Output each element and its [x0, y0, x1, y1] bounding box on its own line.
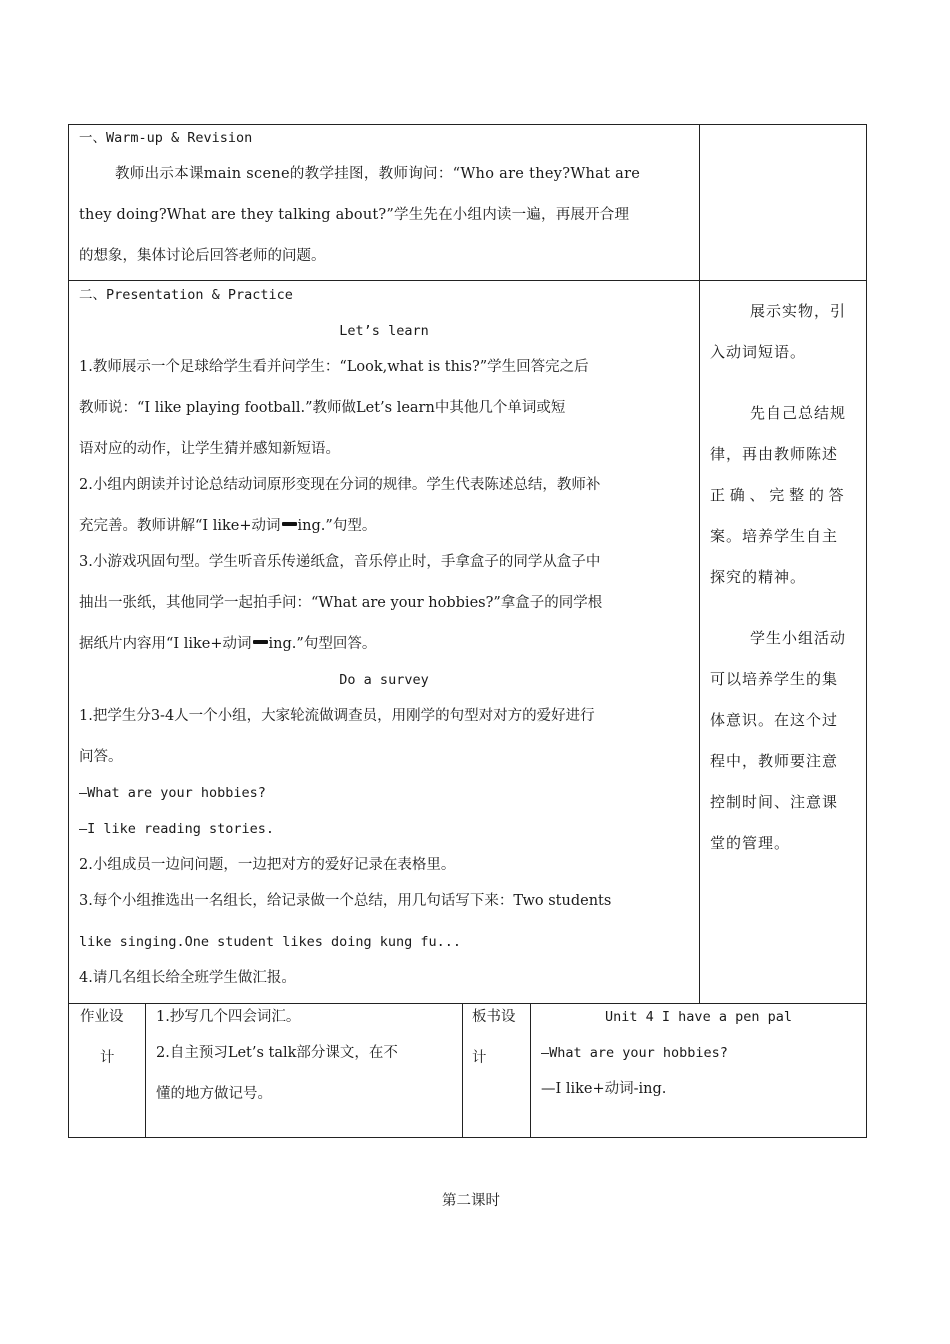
survey-line-8: 4.请几名组长给全班学生做汇报。 [79, 970, 296, 986]
lets-learn-title: Let’s learn [339, 323, 429, 339]
note-line-7: 探究的精神。 [710, 568, 807, 586]
board-line-2: —I like+动词-ing. [541, 1081, 667, 1097]
survey-line-4: —I like reading stories. [79, 821, 275, 837]
presentation-line-7: 抽出一张纸，其他同学一起拍手问：“What are your hobbies?”拿盒子的同学根 [79, 595, 603, 611]
presentation-line-5-text: 充完善。教师讲解“I like+动词 [79, 518, 281, 534]
homework-line-3: 懂的地方做记号。 [156, 1086, 272, 1102]
presentation-heading: 二、Presentation & Practice [79, 287, 293, 303]
note-line-2: 入动词短语。 [710, 343, 807, 361]
board-title: Unit 4 I have a pen pal [605, 1009, 792, 1025]
survey-line-5: 2.小组成员一边问问题，一边把对方的爱好记录在表格里。 [79, 857, 456, 873]
presentation-line-6: 3.小游戏巩固句型。学生听音乐传递纸盒，音乐停止时，手拿盒子的同学从盒子中 [79, 554, 601, 570]
board-label-2: 计 [472, 1050, 487, 1066]
note-line-6: 案。培养学生自主 [710, 527, 839, 545]
note-line-8: 学生小组活动 [750, 629, 847, 647]
note-line-10: 体意识。在这个过 [710, 711, 839, 729]
col-divider-hw-content [462, 1003, 463, 1138]
survey-line-3: —What are your hobbies? [79, 785, 266, 801]
homework-label-1: 作业设 [80, 1009, 124, 1025]
note-line-1: 展示实物，引 [750, 302, 847, 320]
presentation-line-5 [79, 516, 376, 536]
warmup-line-3: 的想象，集体讨论后回答老师的问题。 [79, 248, 326, 264]
table-border-top [68, 124, 867, 125]
board-line-1: —What are your hobbies? [541, 1045, 728, 1061]
row-divider-1 [68, 280, 867, 281]
connector-mark [253, 640, 268, 644]
table-border-left [68, 124, 69, 1138]
survey-line-2: 问答。 [79, 749, 123, 765]
col-divider-notes [699, 124, 700, 1004]
table-border-right [866, 124, 867, 1138]
note-line-13: 堂的管理。 [710, 834, 791, 852]
presentation-line-8-suffix: ing.”句型回答。 [268, 636, 377, 652]
note-line-11: 程中，教师要注意 [710, 752, 839, 770]
lesson-footer: 第二课时 [442, 1193, 500, 1209]
survey-title: Do a survey [339, 672, 429, 688]
presentation-line-5-suffix: ing.”句型。 [297, 518, 377, 534]
warmup-line-1: 教师出示本课main scene的教学挂图，教师询问：“Who are they?What are [115, 166, 641, 182]
warmup-line-2: they doing?What are they talking about?”学生先在小组内读一遍，再展开合理 [79, 207, 630, 223]
presentation-line-3: 语对应的动作，让学生猜并感知新短语。 [79, 441, 340, 457]
homework-line-1: 1.抄写几个四会词汇。 [156, 1009, 301, 1025]
presentation-line-1: 1.教师展示一个足球给学生看并问学生：“Look,what is this?”学生回答完之后 [79, 359, 589, 375]
homework-label-2: 计 [100, 1050, 115, 1066]
board-label-1: 板书设 [472, 1009, 516, 1025]
note-line-3: 先自己总结规 [750, 404, 847, 422]
presentation-line-4: 2.小组内朗读并讨论总结动词原形变现在分词的规律。学生代表陈述总结，教师补 [79, 477, 601, 493]
presentation-line-2: 教师说：“I like playing football.”教师做Let’s learn中其他几个单词或短 [79, 400, 566, 416]
survey-line-6: 3.每个小组推选出一名组长，给记录做一个总结，用几句话写下来：Two students [79, 893, 612, 909]
connector-mark [282, 522, 297, 526]
row-divider-2 [68, 1003, 867, 1004]
note-line-4: 律，再由教师陈述 [710, 445, 839, 463]
note-line-9: 可以培养学生的集 [710, 670, 839, 688]
note-line-5: 正 确 、 完 整 的 答 [710, 486, 844, 504]
table-border-bottom [68, 1137, 867, 1138]
presentation-line-8 [79, 634, 376, 654]
survey-line-1: 1.把学生分3-4人一个小组，大家轮流做调查员，用刚学的句型对对方的爱好进行 [79, 708, 595, 724]
col-divider-hw-label [145, 1003, 146, 1138]
survey-line-7: like singing.One student likes doing kung fu... [79, 934, 462, 950]
warmup-heading: 一、Warm-up & Revision [79, 130, 253, 146]
presentation-line-8-text: 据纸片内容用“I like+动词 [79, 636, 252, 652]
homework-line-2: 2.自主预习Let’s talk部分课文，在不 [156, 1045, 398, 1061]
note-line-12: 控制时间、注意课 [710, 793, 839, 811]
